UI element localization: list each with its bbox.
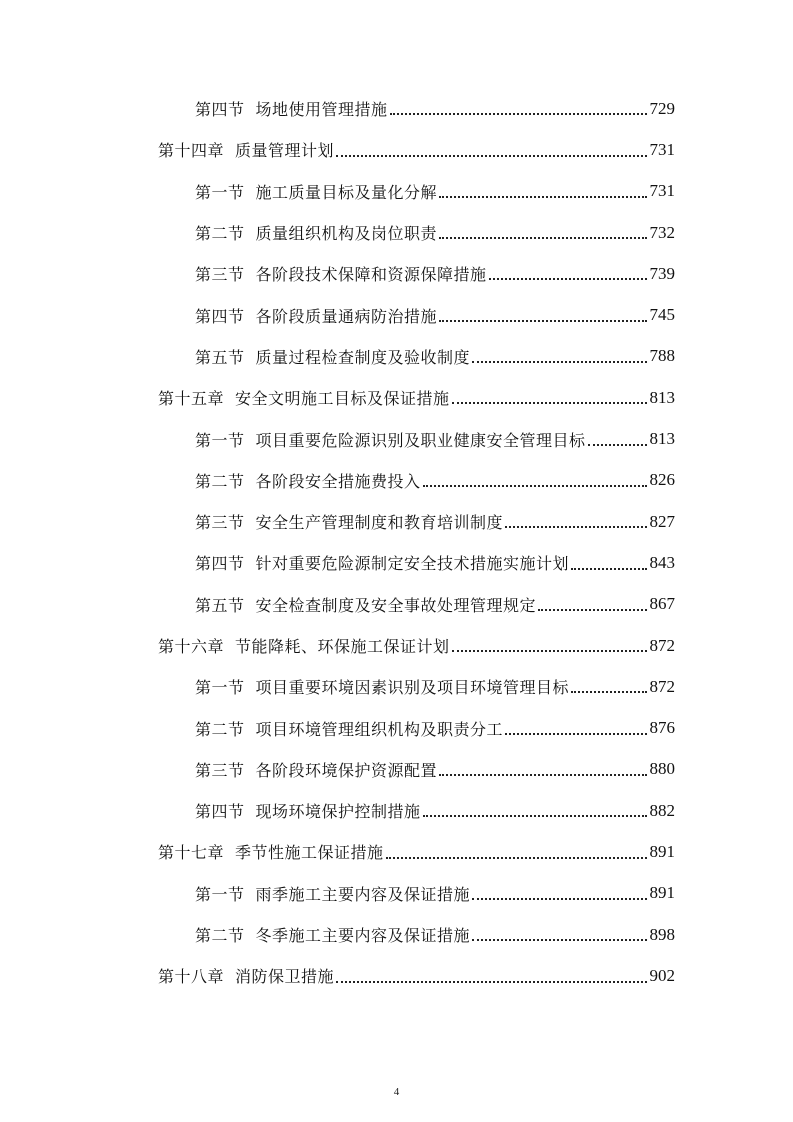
toc-section-entry[interactable]: [0, 212, 793, 253]
toc-entry-label: 第三节: [195, 513, 245, 533]
toc-entry-label: 第五节: [195, 595, 245, 615]
toc-entry-title: 消防保卫措施: [235, 967, 335, 987]
toc-dot-leader: [336, 980, 646, 983]
toc-entry-label: 第三节: [195, 760, 245, 780]
toc-dot-leader: [439, 773, 646, 776]
toc-dot-leader: [588, 443, 647, 446]
toc-entry-title: 质量过程检查制度及验收制度: [255, 347, 471, 367]
toc-entry-page-number: 876: [649, 718, 675, 738]
toc-entry-label: 第三节: [195, 265, 245, 285]
toc-section-entry[interactable]: [0, 171, 793, 212]
toc-dot-leader: [472, 938, 646, 941]
toc-entry-label: 第一节: [195, 678, 245, 698]
toc-entry-page-number: 891: [649, 841, 675, 861]
toc-entry-page-number: 867: [649, 594, 675, 614]
toc-entry-title: 施工质量目标及量化分解: [255, 182, 438, 202]
toc-entry-title: 安全检查制度及安全事故处理管理规定: [255, 595, 537, 615]
toc-entry-label: 第十八章: [158, 967, 225, 987]
toc-entry-title: 各阶段安全措施费投入: [255, 471, 421, 491]
toc-entry-title: 季节性施工保证措施: [235, 843, 384, 863]
toc-section-entry[interactable]: [0, 542, 793, 583]
toc-entry-title: 各阶段技术保障和资源保障措施: [255, 265, 487, 285]
toc-entry-title: 雨季施工主要内容及保证措施: [255, 884, 471, 904]
toc-dot-leader: [439, 319, 646, 322]
toc-entry-page-number: 898: [649, 924, 675, 944]
toc-dot-leader: [452, 401, 647, 404]
toc-entry-page-number: 891: [649, 883, 675, 903]
toc-entry-label: 第十四章: [158, 141, 225, 161]
toc-entry-title: 质量组织机构及岗位职责: [255, 224, 438, 244]
toc-dot-leader: [452, 649, 647, 652]
toc-entry-title: 安全生产管理制度和教育培训制度: [255, 513, 504, 533]
toc-dot-leader: [472, 360, 646, 363]
toc-section-entry[interactable]: [0, 501, 793, 542]
toc-section-entry[interactable]: [0, 336, 793, 377]
toc-entry-title: 针对重要危险源制定安全技术措施实施计划: [255, 554, 570, 574]
toc-entry-title: 节能降耗、环保施工保证计划: [235, 637, 450, 656]
toc-entry-label: 第四节: [195, 100, 245, 120]
toc-entry-page-number: 731: [649, 181, 675, 201]
toc-entry-page-number: 729: [649, 98, 675, 118]
toc-chapter-entry[interactable]: [0, 831, 793, 872]
toc-entry-title: 各阶段质量通病防治措施: [255, 306, 438, 326]
toc-entry-title: 安全文明施工目标及保证措施: [235, 389, 450, 409]
toc-section-entry[interactable]: [0, 584, 793, 625]
toc-dot-leader: [505, 732, 646, 735]
toc-entry-title: 冬季施工主要内容及保证措施: [255, 926, 471, 946]
toc-entry-label: 第四节: [195, 306, 245, 326]
toc-entry-label: 第五节: [195, 347, 245, 367]
toc-entry-title: 现场环境保护控制措施: [255, 802, 421, 822]
toc-entry-label: 第二节: [195, 471, 245, 491]
toc-section-entry[interactable]: [0, 707, 793, 748]
toc-entry-title: 项目环境管理组织机构及职责分工: [255, 719, 504, 739]
table-of-contents: [0, 88, 793, 997]
toc-dot-leader: [505, 525, 646, 528]
toc-entry-label: 第四节: [195, 554, 245, 574]
toc-dot-leader: [336, 154, 646, 157]
toc-section-entry[interactable]: [0, 873, 793, 914]
toc-entry-label: 第二节: [195, 224, 245, 244]
toc-section-entry[interactable]: [0, 666, 793, 707]
footer-page-number: 4: [393, 1086, 400, 1098]
toc-entry-label: 第十六章: [158, 637, 225, 656]
toc-entry-label: 第十七章: [158, 843, 225, 863]
toc-entry-title: 各阶段环境保护资源配置: [255, 760, 438, 780]
toc-entry-page-number: 826: [649, 470, 675, 490]
toc-entry-page-number: 731: [649, 139, 675, 159]
toc-section-entry[interactable]: [0, 418, 793, 459]
toc-chapter-entry[interactable]: [0, 129, 793, 170]
toc-section-entry[interactable]: [0, 253, 793, 294]
toc-entry-label: 第十五章: [158, 389, 225, 409]
toc-dot-leader: [571, 690, 646, 693]
toc-entry-page-number: 739: [649, 263, 675, 283]
toc-entry-title: 项目重要环境因素识别及项目环境管理目标: [255, 678, 570, 698]
toc-chapter-entry[interactable]: [0, 955, 793, 996]
toc-dot-leader: [489, 277, 647, 280]
toc-entry-page-number: 872: [649, 676, 675, 696]
toc-section-entry[interactable]: [0, 914, 793, 955]
toc-section-entry[interactable]: [0, 460, 793, 501]
toc-section-entry[interactable]: [0, 790, 793, 831]
toc-entry-page-number: 872: [649, 635, 675, 655]
toc-section-entry[interactable]: [0, 294, 793, 335]
toc-dot-leader: [423, 814, 647, 817]
toc-entry-label: 第二节: [195, 926, 245, 946]
toc-section-entry[interactable]: [0, 749, 793, 790]
toc-entry-page-number: 813: [649, 387, 675, 407]
toc-dot-leader: [472, 897, 646, 900]
toc-dot-leader: [386, 856, 647, 859]
toc-entry-label: 第二节: [195, 719, 245, 739]
toc-entry-label: 第一节: [195, 182, 245, 202]
toc-entry-page-number: 745: [649, 305, 675, 325]
toc-entry-label: 第一节: [195, 430, 245, 450]
toc-entry-title: 项目重要危险源识别及职业健康安全管理目标: [255, 430, 586, 450]
toc-dot-leader: [423, 484, 647, 487]
toc-entry-label: 第一节: [195, 884, 245, 904]
toc-dot-leader: [439, 236, 646, 239]
toc-entry-page-number: 827: [649, 511, 675, 531]
toc-dot-leader: [538, 608, 646, 611]
toc-entry-title: 场地使用管理措施: [255, 100, 388, 120]
toc-entry-page-number: 843: [649, 552, 675, 572]
toc-chapter-entry[interactable]: [0, 625, 793, 666]
toc-dot-leader: [571, 567, 646, 570]
toc-entry-page-number: 902: [649, 965, 675, 985]
toc-entry-page-number: 882: [649, 800, 675, 820]
toc-entry-page-number: 813: [649, 429, 675, 449]
toc-dot-leader: [439, 195, 646, 198]
toc-entry-title: 质量管理计划: [235, 141, 335, 161]
toc-dot-leader: [390, 112, 647, 115]
toc-entry-label: 第四节: [195, 802, 245, 822]
toc-chapter-entry[interactable]: [0, 377, 793, 418]
toc-section-entry[interactable]: [0, 88, 793, 129]
toc-entry-page-number: 880: [649, 759, 675, 779]
toc-entry-page-number: 788: [649, 346, 675, 366]
toc-entry-page-number: 732: [649, 222, 675, 242]
